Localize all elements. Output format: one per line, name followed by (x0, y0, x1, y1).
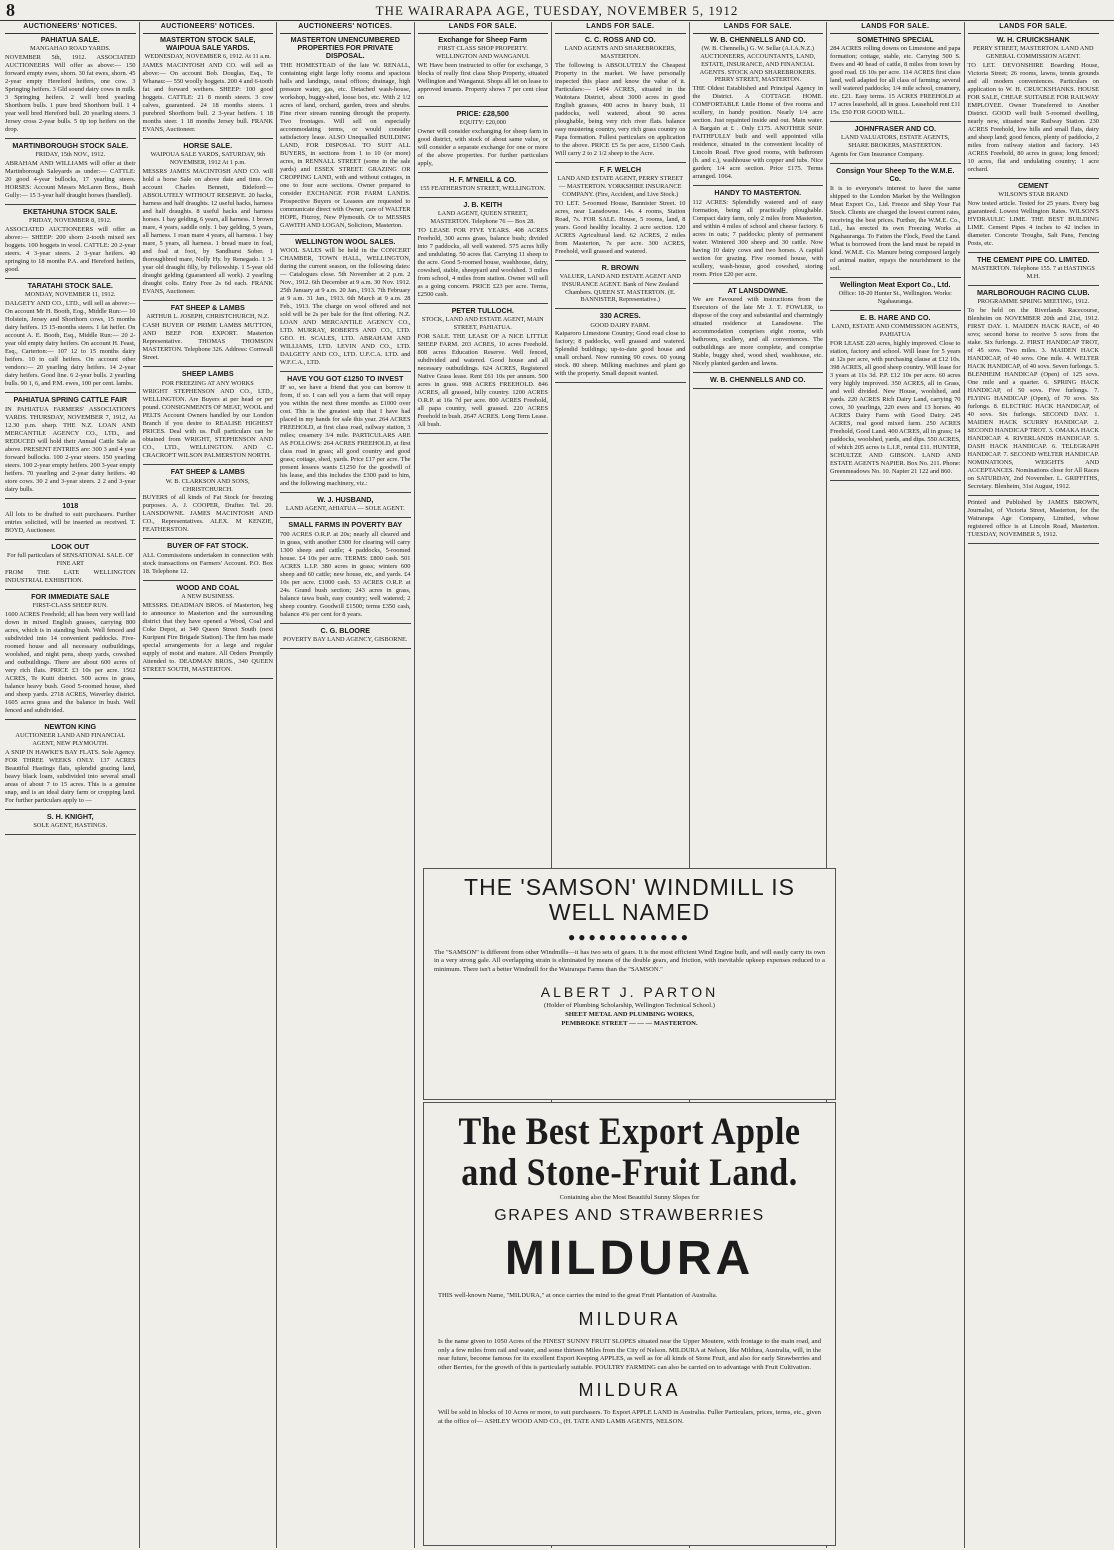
section-divider (143, 300, 274, 301)
section-title: MARLBOROUGH RACING CLUB. (976, 287, 1090, 297)
advert-section (968, 499, 1100, 539)
section-body: ABRAHAM AND WILLIAMS will offer at their Martinborough Saleyards as under:— CATTLE: 20 good 4-year bullocks, 17 yearling steers. HORSES: Account Messrs McLaren Bros., Bush Gully:— 15 3-year half draught horses (handled). (5, 160, 136, 200)
section-divider (5, 589, 136, 590)
section-title: Exchange for Sheep Farm (438, 34, 528, 44)
section-title: 330 ACRES. (599, 311, 641, 321)
column-2 (140, 22, 278, 1548)
section-subtitle: ARTHUR L. JOSEPH, CHRISTCHURCH, N.Z. (146, 313, 270, 321)
advert-section (693, 376, 824, 384)
section-title: R. BROWN (601, 262, 639, 272)
section-divider (830, 121, 961, 122)
windmill-title: THE 'SAMSON' WINDMILL IS WELL NAMED (464, 874, 795, 926)
section-body: We are Favoured with instructions from the Executors of the late Mr J. T. FOWLER, to dispose of the cosy and substantial and charmingly situated residence at Lansdowne. The accommodation comprises eight rooms, with bathroom, scullery, and all conveniences. The outbuildings are more complete, and comprise Stable, buggy shed, wood shed, washhouse, etc. Nicely planted garden and lawns. (692, 295, 823, 367)
advert-section (5, 593, 136, 715)
section-subtitle: FIRST CLASS SHOP PROPERTY. WELLINGTON AND WANGANUI. (435, 45, 530, 60)
column-header: AUCTIONEERS' NOTICES. (5, 22, 136, 34)
section-subtitle: MANGAHAO ROAD YARDS. (30, 45, 111, 53)
mildura-sub1: Containing also the Most Beautiful Sunny Slopes for (559, 1194, 700, 1202)
advert-section (418, 307, 549, 429)
section-body: FOR LEASE 220 acres, highly improved. Close to station, factory and school. Will lease for 5 years at 12s per acre, with purchasing clause at £12 10s. 398 ACRES, all good sheep country. Will lease for 3 years at 11s 3d. P.P. £12 10s per acre. 60 acres very highly improved. 350 ACRES, all in Grass, and well divided. New House, woolshed, and yards. 220 ACRES Rich Dairy Land, carrying 70 cows, 30 yearlings, 220 ewes and 13 horses. 40 ACRES Dairy Farm with Good Dairy. 245 ACRES, real good mixed farm. 250 ACRES Freehold, Good Land. 400 ACRES, all in grass; 14 paddocks, woolshed, yards, and dips. 550 ACRES, of which 205 acres is L.I.P., rental £11. HUNTER, SCHULTZE AND GIBSON. LAND AND ESTATE AGENTS NAPIER. Box No. 211. Phone: Greenmeadows No. 10. Napier 21 122 and 860. (830, 339, 961, 475)
section-body: JAMES MACINTOSH AND CO. will sell as above:— On account Bob. Douglas, Esq., Te Whanau:— 550 woolly hoggets. 200 4 and 6-tooth fat and forward wethers. SHEEP: 100 good hoggets. CATTLE: 21 8 month steers. 3 cow calves, guaranteed. 24 18 months steers. 1 purebred Shorthorn bull. 2 3-year heifers. 1 18 months steer. 1 18 months Jersey bull. FRANK EVANS, Auctioneer. (142, 62, 273, 134)
advert-section (5, 723, 136, 805)
advert-section (555, 36, 686, 158)
advert-section (5, 502, 136, 535)
section-divider (5, 539, 136, 540)
section-body: ASSOCIATED AUCTIONEERS will offer as above:— SHEEP: 200 shorn 2-tooth mixed sex hoggets. 100 hoggets in wool. CATTLE: 20 2-year steers. 4 3-year steers. 2 3-year heifers. 40 springing to 18 months P.A. and Hereford heifers, good. (5, 226, 136, 274)
section-subtitle: VALUER, LAND AND ESTATE AGENT AND INSURANCE AGENT. Bank of New Zealand Chambers. QUEEN ST. MASTERTON. (E. BANNISTER, Representative.) (559, 272, 681, 304)
section-title: HORSE SALE. (183, 141, 233, 151)
section-subtitle: PROGRAMME SPRING MEETING, 1912. (977, 298, 1090, 306)
advert-section (280, 521, 411, 618)
section-subtitle: STOCK, LAND AND ESTATE AGENT, MAIN STREET, PAHIATUA. (421, 316, 544, 332)
section-divider (418, 172, 549, 173)
section-divider (5, 719, 136, 720)
advert-section (418, 36, 549, 102)
section-body: Owner will consider exchanging for sheep farm in good district, with stock of about same value, or will consider a separate exchange for one or more of the above properties. For further particulars apply, (417, 127, 548, 167)
section-title: W. B. CHENNELLS AND CO. (709, 374, 806, 384)
column-header: LANDS FOR SALE. (830, 22, 961, 34)
section-title: F. F. WELCH (599, 164, 642, 174)
section-title: SMALL FARMS IN POVERTY BAY (288, 520, 403, 530)
section-divider (143, 538, 274, 539)
section-body: TO LEASE FOR FIVE YEARS. 408 ACRES Freehold, 300 acres grass, balance bush; divided into 7 paddocks, all well watered. 575 acres hilly and undulating. 50 acres flat. Carrying 11 sheep to the acre. Good 5-roomed house, washhouse, dairy, cowshed, stable, sheepyard and woolshed. 3 miles from school, 4 miles from station. Owner will sell as a going concern. PRICE £23 per acre. Terms, £2500 cash. (417, 227, 548, 299)
section-title: FOR IMMEDIATE SALE (31, 591, 110, 601)
column-1 (2, 22, 140, 1548)
section-title: PAHIATUA SPRING CATTLE FAIR (13, 395, 128, 405)
advert-section (830, 167, 961, 273)
section-body: TO LET. 5-roomed House, Bannister Street. 10 acres, near Lansdowne. 14s. 4 rooms, Station Road, 7s. FOR SALE. House, 5 rooms, land, 8 years. Good healthy locality. 2 acre section. 120 ACRES Agricultural land. 62 ACRES, 2 miles from Masterton, 7s per acre. 300 ACRES, Freehold, well grassed and watered. (555, 199, 686, 255)
section-subtitle: FRIDAY, NOVEMBER 8, 1912. (28, 217, 112, 225)
section-title: E. B. HARE AND CO. (860, 312, 931, 322)
section-title: W. J. HUSBAND, (317, 495, 374, 505)
mildura-text3: Will be sold in blocks of 10 Acres or more, to suit purchasers. To Export APPLE LAND in Australia. Fuller Particulars, prices, terms, etc., given at the office of— ASHLEY WOOD AND CO., (H. TATE AND LAMB AGENTS, NELSON. (438, 1409, 821, 1425)
section-divider (693, 388, 824, 389)
advert-section (143, 468, 274, 534)
section-title: C. G. BLOORE (320, 625, 371, 635)
section-divider (280, 492, 411, 493)
mildura-place2: MILDURA (578, 1308, 681, 1329)
section-divider (968, 543, 1100, 544)
advert-section (143, 370, 274, 460)
section-body: A SNIP IN HAWKE'S BAY FLATS. Sole Agency. FOR THREE WEEKS ONLY. 137 ACRES Beautiful Hastings flats, splendid grazing land, heavy black loam, subdivided into several small areas of about 7 to 15 acres. This is a genuine snap, and is an ideal dairy farm or cropping land. For further particulars apply to — (5, 749, 136, 805)
advert-section (143, 142, 274, 296)
section-body: THE HOMESTEAD of the late W. RENALL, containing eight large lofty rooms and spacious halls and landings, usual offices; drainage, high pressure water, gas, etc. Detached wash-house, workshop, buggy-shed, loose box, etc. With 2 1/2 acres of land, orchard, garden, trees and shrubs. Fine river stream running through the property. Two frontages. Will sell on especially accommodating terms, or would consider satisfactory lease. ALSO Unequalled BUILDING LAND, FOR DISPOSAL TO SUIT ALL BUYERS, in sections from 1 to 10 (or more) acres, in RENNALL STREET (some in the sale yards) and ESSEX STREET. GRAZING OR CROPPING LAND, with and without cottages, in one to four acre sections. Owner prepared to consider EXCHANGE FOR FARM LANDS. Prospective Buyers or Leasees are requested to communicate direct with Owner, care of WALTER HOPE, Fitzroy, New Plymouth. Or to MESSRS GAWITH AND LOGAN, Solicitors, Masterton. (280, 61, 411, 229)
section-title: MASTERTON STOCK SALE, WAIPOUA SALE YARDS. (159, 34, 256, 53)
section-body: TO LET. DEVONSHIRE Boarding House, Victoria Street; 26 rooms, lawns, tennis grounds and all modern conveniences. Particulars on application to W. H. CRUICKSHANKS. HOUSE FOR SALE, CHEAP. SUITABLE FOR RAILWAY EMPLOYEE. Owner Transferred to Another District. GOOD well built 5-roomed dwelling, nearly new, situated near Railway Station. 230 ACRES Freehold, low hills and small flats, dairy and sheep land; good fences, plenty of paddocks, 2 miles from railway station and factory. 143 ACRES Freehold, 80 acres in grass; long fenced; 10 acres, flat and undulating country; 1 acre orchard. (967, 61, 1099, 173)
section-title: LOOK OUT (51, 541, 90, 551)
section-divider (968, 495, 1100, 496)
section-divider (555, 308, 686, 309)
section-title: J. B. KEITH (463, 200, 503, 210)
section-divider (143, 366, 274, 367)
section-divider (830, 310, 961, 311)
section-body: Agents for Gun Insurance Company. (830, 151, 924, 159)
section-subtitle: (W. B. Chennells,) G. W. Sellar (A.I.A.N.Z.) AUCTIONEERS, ACCOUNTANTS, LAND, ESTATE, INSURANCE, AND FINANCIAL AGENTS. STOCK AND SHAREBROKERS. PERRY STREET, MASTERTON. (699, 45, 816, 84)
section-title: H. F. M'NEILL & CO. (449, 174, 517, 184)
windmill-line1: (Holder of Plumbing Scholarship, Wellington Technical School.) (544, 1002, 715, 1010)
advert-section (143, 584, 274, 674)
section-subtitle: LAND, ESTATE AND COMMISSION AGENTS, PAHIATUA (831, 322, 959, 338)
section-title: CEMENT (1018, 180, 1049, 190)
advert-section (280, 36, 411, 230)
section-subtitle: LAND AGENT, AHIATUA — SOLE AGENT. (285, 505, 405, 513)
section-body: WOOL SALES will be held in the CONCERT CHAMBER, TOWN HALL, WELLINGTON, during the current season, on the following dates:— Catalogues close. 5th November at 2 p.m. 2 Nov., 1912. 6th December at 9 a.m. 30 Nov. 1912. 25th January at 9 a.m. 20 Jan., 1913. 7th February at 9 a.m. 31 Jan., 1913. 6th March at 9 a.m. 28 Feb., 1913. The charge on wool offered and not sold will be 2s per bale for the first offering. N.Z. LOAN AND MERCANTILE AGENCY CO., LTD. MURRAY, ROBERTS AND CO., LTD. GEO. H. SCALES, LTD. ABRAHAM AND WILLIAMS, LTD. LEVIN AND CO., LTD. DALGETY AND CO., LTD. U.F.C.A. LTD. and W.F.C.A., LTD. (280, 246, 411, 366)
section-divider (280, 234, 411, 235)
section-divider (693, 185, 824, 186)
section-title: EKETAHUNA STOCK SALE. (22, 207, 118, 217)
section-subtitle: PERRY STREET, MASTERTON. LAND AND GENERAL COMMISSION AGENT. (972, 45, 1094, 60)
section-title: BUYER OF FAT STOCK. (167, 541, 249, 551)
section-title: S. H. KNIGHT, (46, 812, 94, 822)
advert-section (693, 189, 824, 278)
section-divider (5, 809, 136, 810)
section-title: MASTERTON UNENCUMBERED PROPERTIES FOR PRIVATE DISPOSAL. (290, 34, 400, 61)
section-divider (280, 623, 411, 624)
advert-section (830, 36, 961, 117)
section-title: WELLINGTON WOOL SALES. (295, 236, 396, 246)
section-divider (555, 382, 686, 383)
section-divider (418, 106, 549, 107)
section-body: MESSRS. DEADMAN BROS. of Masterton, beg to announce to Masterton and the surrounding district that they have opened a Wood, Coal and Coke Depot, at 340 Queen Street South (next Kuripuni Fire Brigade Station). The firm has made special arrangements for a large and regular supply of moist and mature. All Orders Promptly Attended to. DEADMAN BROS., 340 QUEEN STREET SOUTH, MASTERTON. (142, 601, 273, 673)
section-divider (280, 648, 411, 649)
section-divider (693, 283, 824, 284)
advert-section (830, 281, 961, 306)
advert-section (280, 238, 411, 367)
column-header: AUCTIONEERS' NOTICES. (280, 22, 411, 34)
section-title: W. B. CHENNELLS AND CO. (709, 34, 806, 44)
section-title: PAHIATUA SALE. (40, 34, 100, 44)
advert-section (968, 256, 1100, 281)
masthead-title: THE WAIRARAPA AGE, TUESDAY, NOVEMBER 5, 1912 (375, 3, 739, 18)
section-subtitle: W. B. CLARKSON AND SONS, CHRISTCHURCH. (165, 477, 250, 493)
section-divider (693, 372, 824, 373)
section-divider (968, 285, 1100, 286)
column-header: LANDS FOR SALE. (555, 22, 686, 34)
column-7 (827, 22, 965, 1548)
section-body: 1600 ACRES Freehold; all has been very well laid down in mixed English grasses, carrying 800 acres, which is in standing bush. Well fenced and subdivided into 14 convenient paddocks. Five-roomed house and all necessary outbuildings, woolshed, and night pens, sheep yards, cowshed and outbuildings. There are about 600 acres of very rich flats. PRICE £3 10s per acre. 1562 ACRES, Te Kuiti district. 500 acres in grass, balance heavy bush. Good 5-roomed house, shed and sheep yards. 2718 ACRES, Waverley district. 1605 acres grass and the balance in bush. Well fenced and subdivided. (5, 611, 136, 715)
section-divider (830, 480, 961, 481)
section-divider (418, 197, 549, 198)
section-subtitle: Office: 18-20 Hunter St., Wellington. Works: Ngahauranga. (838, 289, 952, 305)
section-title: HANDY TO MASTERTON. (714, 188, 802, 198)
section-body: Now tested article. Tested for 25 years. Every bag guaranteed. Lowest Wellington Rates. WILSON'S HYDRAULIC LIME. THE BEST BUILDING LIME. Cement Pipes 4 inches to 42 inches in diameter. Concrete Troughs, Salt Pans, Fencing Posts, etc. (967, 199, 1099, 247)
mildura-text1: THIS well-known Name, "MILDURA," at once carries the mind to the great Fruit Plantation of Australia. (438, 1292, 718, 1300)
section-title: 1018 (62, 500, 79, 510)
section-title: W. H. CRUICKSHANK (996, 34, 1070, 44)
section-body: FOR SALE. THE LEASE OF A NICE LITTLE SHEEP FARM. 203 ACRES, 10 acres Freehold. 808 acres Education Reserve. Well fenced, subdivided and watered. Good house and all necessary outbuildings. 624 ACRES, Registered Native Grass lease. Rent £61 10s per annum. 500 acres in grass. 998 ACRES FREEHOLD. 846 ACRES, all grassed, hilly country. 1200 ACRES O.R.P. at 16s 7d per acre. 800 ACRES Freehold, all papa country, well grassed. 220 ACRES Freehold in bush. 2647 ACRES. Long Term Lease. All bush. (417, 333, 548, 429)
advert-section (280, 375, 411, 488)
section-body: IN PAHIATUA FARMERS' ASSOCIATION'S YARDS. THURSDAY, NOVEMBER 7, 1912, At 12.30 p.m. sharp. THE N.Z. LOAN AND MERCANTILE AGENCY CO., LTD., and REDUCED will hold their Annual Cattle Sale as above. PRESENT ENTRIES are: 300 3 and 4 year forward bullocks. 100 2-year steers. 150 yearling steers. 100 2-year empty heifers. 200 3-year empty heifers. 70 yearling and 2-year dairy heifers. 40 store cows. 30 2 and 3-year steers. 2 2 and 3-year dairy bulls. (5, 405, 136, 493)
section-subtitle: 155 FEATHERSTON STREET, WELLINGTON. (420, 185, 546, 193)
advert-section (143, 36, 274, 134)
section-body: Kaiparoro Limestone Country; Good road close to factory; 8 paddocks, well grassed and watered. Splendid buildings; up-to-date good house and small orchard. Now running 90 cows. 60 young stock. 80 sheep. Milking machines and plant go with the property. Small deposit wanted. (555, 330, 686, 378)
section-divider (555, 162, 686, 163)
section-body: CASH BUYER OF PRIME LAMBS MUTTON, AND BEEF FOR EXPORT. Masterton Representative. THOMAS THOMSON MASTERTON. Telephone 326. Address: Cornwall Street. (142, 322, 273, 362)
section-subtitle: WAIPOUA SALE YARDS, SATURDAY, 9th NOVEMBER, 1912 At 1 p.m. (150, 151, 266, 167)
advert-section (5, 208, 136, 274)
section-divider (555, 260, 686, 261)
section-subtitle: MONDAY, NOVEMBER 11, 1912. (25, 291, 116, 299)
advert-section (693, 287, 824, 368)
page-number: 8 (6, 0, 16, 20)
advert-section (968, 289, 1100, 491)
section-subtitle: LAND AGENT, QUEEN STREET, MASTERTON. Telephone 76 — Box 28. (430, 210, 535, 226)
section-divider (418, 433, 549, 434)
section-divider (5, 498, 136, 499)
mildura-title: The Best Export Apple and Stone-Fruit Land. (458, 1110, 801, 1195)
mildura-place: MILDURA (504, 1232, 755, 1286)
column-header: LANDS FOR SALE. (693, 22, 824, 34)
section-title: MARTINBOROUGH STOCK SALE. (12, 140, 129, 150)
windmill-line3: PEMBROKE STREET — — — MASTERTON. (561, 1020, 698, 1028)
advert-section (830, 125, 961, 159)
section-subtitle: FOR FREEZING AT ANY WORKS (161, 379, 254, 387)
section-title: JOHNFRASER AND CO. (854, 124, 937, 134)
mildura-place3: MILDURA (578, 1380, 681, 1401)
masthead (0, 0, 1114, 21)
section-divider (143, 464, 274, 465)
section-title: TARATAHI STOCK SALE. (27, 281, 113, 291)
section-body: 284 ACRES rolling downs on Limestone and papa formation; cottage, stable, etc. Carrying 500 S. Ewes and 40 head of cattle, 8 miles from town by good road. £6 10s per acre. 114 ACRES first class land, well adapted for all class of farming; several well watered paddocks; 1/4 mile school, creamery, etc. £21. Easy terms. 15 ACRES FREEHOLD at 17 acres leasehold, all in grass. Leasehold rent £11 15s. £50 FOR GOOD WILL. (830, 45, 961, 117)
section-body: 112 ACRES: Splendidly watered and of easy formation, being all practically ploughable. Compact dairy farm, only 2 miles from Masterton, and within 4 miles of school and cheese factory. 6 acres in oats; 7 paddocks; plenty of permanent water. Wintered 300 sheep and 30 cattle. Now having 10 dairy cows and two horses. A capital section for grazing. Five roomed house, with scullery, wash-house, good cowshed, storing room. Price £20 per acre. (692, 198, 823, 278)
section-title: NEWTON KING (44, 722, 97, 732)
section-divider (280, 517, 411, 518)
section-subtitle: EQUITY: £20,000 (459, 119, 507, 127)
advert-section (5, 813, 136, 830)
section-subtitle: LAND AGENTS AND SHAREBROKERS, MASTERTON. (564, 45, 676, 60)
advert-section (5, 142, 136, 200)
advert-section (830, 314, 961, 476)
section-title: AT LANSDOWNE. (727, 285, 788, 295)
section-title: WOOD AND COAL (176, 582, 240, 592)
advert-section (555, 264, 686, 305)
mildura-advert (423, 1102, 836, 1546)
section-divider (143, 138, 274, 139)
section-divider (5, 834, 136, 835)
section-body: ALL Commissions undertaken in connection with stock transactions on Farmers' Account. P.O. Box 18. Telephone 12. (142, 551, 273, 575)
section-subtitle: AUCTIONEER LAND AND FINANCIAL AGENT, NEW PLYMOUTH. (15, 732, 126, 748)
section-title: PETER TULLOCH. (451, 306, 514, 316)
advert-section (143, 542, 274, 575)
section-title: FAT SHEEP & LAMBS (170, 303, 245, 313)
section-divider (5, 278, 136, 279)
section-body: 700 ACRES O.R.P. at 20s; nearly all cleared and in grass, with another £300 for clearing will carry 1300 sheep and cattle; 4 paddocks, 5-roomed house. £4 10s per acre. TERMS: £800 cash. 501 ACRES L.I.P. 380 acres in grass; winters 600 sheep and 60 cattle; new house, etc, and yards. £4 10s per acre. £1000 cash. 53 ACRES O.R.P. at 24s. Grand bush section; 243 acres in grass, balance tawa bush, easy country; well watered; 2 sheep country. Goodwill £1500; terms £350 cash, balance 4% per cent for 8 years. (280, 530, 411, 618)
section-subtitle: POVERTY BAY LAND AGENCY, GISBORNE. (283, 635, 408, 643)
advert-section (418, 110, 549, 168)
windmill-text: The "SAMSON" is different from other Windmills—it has two sets of gears. It is the most efficient Wind Engine built, and will easily carry its own in a very strong gale. All overlapping strain is eliminated by means of the double gears, and friction, with inevitable upkeep expenses reduced to a minimum. There isn't a better Windmill for the Wairarapa Farms than the "SAMSON." (434, 948, 825, 973)
section-body: IF so, we have a friend that you can borrow it from, if so. I can sell you a farm that will repay you within the next three months as £1000 over cost. This is the greatest snip that I have had placed in my hands for sale this year. 264 ACRES FREEHOLD, at first class road, railway station, 3 miles; creamery 3/4 mile. PARTICULARS ARE AS FOLLOWS: 264 ACRES FREEHOLD, at first class road in grass; all good country and good grass; cottage, shed, yards. Price £17 per acre. The present lessees wants £1250 for the goodwill of his lease, and this includes the £300 paid to him, and the following machinery, viz.: (280, 384, 411, 488)
section-title: Wellington Meat Export Co., Ltd. (840, 279, 951, 289)
section-divider (5, 138, 136, 139)
column-8 (965, 22, 1103, 1548)
section-subtitle: GOOD DAIRY FARM. (590, 321, 651, 329)
advert-section (968, 182, 1100, 248)
section-divider (968, 178, 1100, 179)
section-divider (5, 204, 136, 205)
advert-section (555, 312, 686, 378)
section-body: MESSRS JAMES MACINTOSH AND CO. will hold a horse Sale on above date and time. On account Charles Bennett, Bideford:— ABSOLUTELY WITHOUT RESERVE. 20 hacks, harness and half draughts. 12 useful hacks, harness and half draughts. 8 useful hacks and harness horses. 1 bay gelding, 6 years, all harness. 1 brown mare, 4 years, saddle only. 1 bay gelding, 5 years, all harness. 1 roan mare 4 years, all harness. 1 bay mare, 5 years, all harness. 1 bread mare in foal, and foal at foot, by Sandhurst Sober. 1 thoroughbred mare, Nolly Hy. by Renegado. 1 3-year old draught filly, by Fellowship. 1 5-year old draught gelding (guaranteed all work). 2 yearling draught colts. Entry Free 2s 6d each. FRANK EVANS, Auctioneer. (142, 168, 273, 296)
section-body: NOVEMBER 5th, 1912. ASSOCIATED AUCTIONEERS Will offer as above:— 150 forward empty ewes, shorn. 30 fat ewes, shorn. 45 2-year empty Hereford heifers, one cow. 3 Springing heifers. 3 Gld sound dairy cows in milk. 3 Springing heifers. 2 well bred yearling Shorthorn bulls. 1 pure bred Shorthorn bull. 1 4 year well bred Hereford bull. 20 yearling steers. 3 Jersey cross 2-year bulls. 5 tip top heifers on the drop. (5, 53, 136, 133)
section-divider (968, 252, 1100, 253)
mildura-text2: Is the name given to 1050 Acres of the FINEST SUNNY FRUIT SLOPES situated near the Upper Moutere, with frontage to the main road, and only a few miles from rail and water, and some thirteen Miles from the City of Nelson. MILDURA at Nelson, like Mildura, Australia, will, in the near future, become famous for its excellent Export Keeping APPLES, as well as for all kinds of Stone Fruit, and also for early Strawberries and other Berries, for the growth of this is particularly suitable. POULTRY FARMING can also be carried on to advantage with Fruit Cultivation. (438, 1337, 821, 1371)
column-3 (277, 22, 415, 1548)
section-divider (280, 371, 411, 372)
section-subtitle: LAND AND ESTATE AGENT, PERRY STREET — MASTERTON. YORKSHIRE INSURANCE COMPANY. (Fire, Accident, and Live Stock.) (557, 175, 684, 198)
section-subtitle: A NEW BUSINESS. (181, 593, 235, 601)
advert-section (5, 36, 136, 134)
column-header: LANDS FOR SALE. (418, 22, 549, 34)
section-subtitle: FIRST-CLASS SHEEP RUN. (32, 602, 108, 610)
section-title: PRICE: £28,500 (456, 108, 509, 118)
section-body: FROM THE LATE WELLINGTON INDUSTRIAL EXHIBITION. (5, 568, 136, 584)
section-divider (830, 277, 961, 278)
advert-section (143, 304, 274, 362)
section-body: The following is ABSOLUTELY the Cheapest Property in the market. We have personally inspected this place and know the value of it. Particulars:— 1404 ACRES, situated in the Waitotara District, about 3000 acres in good English grasses, 400 acres in heavy bush, 11 paddocks, well watered, about 90 acres ploughable, being very rich river flats. balance easy mustering country, very rich grass country on Papa formation. Fullest particulars on application to the above. PRICE £5 5s per acre, £1500 Cash. Will carry 2 to 2 1/2 sheep to the Acre. (555, 61, 686, 157)
section-subtitle: WEDNESDAY, NOVEMBER 6, 1912. At 11 a.m. (144, 53, 272, 61)
mildura-sub2: GRAPES AND STRAWBERRIES (494, 1207, 765, 1225)
section-body: BUYERS of all kinds of Fat Stock for freezing purposes. A. J. COOPER, Drafter. Tel. 20. LANSDOWNE. JAMES MACINTOSH AND CO., Representatives. ALEX. M KENZIE, FEATHERSTON. (142, 494, 273, 534)
section-title: THE CEMENT PIPE CO. LIMITED. (976, 254, 1090, 264)
advert-section (5, 396, 136, 493)
advert-section (5, 282, 136, 388)
windmill-line2: SHEET METAL AND PLUMBING WORKS, (565, 1011, 694, 1019)
section-title: SHEEP LAMBS (181, 369, 234, 379)
advert-section (968, 36, 1100, 174)
section-subtitle: SOLE AGENT, HASTINGS. (33, 822, 108, 830)
section-body: WRIGHT STEPHENSON AND CO., LTD., WELLINGTON. Are Buyers at per head or per pound. CONSIGNMENTS OF MEAT, WOOL and PELTS Account Owners handled by our London Branch if you desire to REALISE HIGHEST PRICES. Deal with us. Full particulars can be obtained from WRIGHT, STEPHENSON AND CO., LTD., WELLINGTON. AND C. CRACROFT WILSON PALMERSTON NORTH. (142, 388, 273, 460)
advert-section (418, 176, 549, 193)
section-body: It is to everyone's interest to have the same shipped to the London Market by the Wellington Meat Export Co., Ltd. Freeze and Ship Your Fat Stock. Clients are charged the lowest current rates, receiving the best prices. Further, the W.M.E. Co., Ltd., has erected its own Freezing Works at Ngahauranga. To Fatten the Flock, Feed the Land. What is borrowed from the land must be repaid in kind. W.M.E. Co. Manure being composed largely of animal matter, repays the nourishment to the soil. (830, 184, 961, 272)
section-divider (143, 580, 274, 581)
section-subtitle: WILSON'S STAR BRAND (998, 191, 1069, 199)
advert-section (693, 36, 824, 182)
section-subtitle: FRIDAY, 15th NOV., 1912. (35, 151, 106, 159)
section-title: FAT SHEEP & LAMBS (170, 467, 245, 477)
section-subtitle: LAND VALUATORS, ESTATE AGENTS, SHARE BROKERS, MASTERTON. (841, 134, 950, 150)
column-header: LANDS FOR SALE. (968, 22, 1100, 34)
section-subtitle: MASTERTON. Telephone 155. 7 at HASTINGS M.H. (971, 265, 1095, 281)
advert-section (5, 543, 136, 585)
advert-section (418, 201, 549, 299)
column-header: AUCTIONEERS' NOTICES. (143, 22, 274, 34)
section-divider (5, 392, 136, 393)
section-title: C. C. ROSS AND CO. (584, 34, 656, 44)
windmill-advertiser: ALBERT J. PARTON (540, 984, 719, 1001)
advert-section (555, 166, 686, 256)
section-body: DALGETY AND CO., LTD., will sell as above:— On account Mr H. Booth, Eog., Middle Run:— 10 Holstein, Jersey and Shorthorn cows, 15 months dairy heifers. 15 15-months steers. 1 fat heifer. On account A. E. Booth, Esq., Middle Run:— 20 2-year old empty dairy heifers. On account H. Feast, Esq., Carterton:— 107 12 to 15 months dairy heifers. 10 in calf heifers. On account other vendors:— 20 yearling dairy heifers. 14 2-year dairy heifers. Good line. 6 2-year bulls. 2 yearling bulls. 90 1, 6, and P.M. ewes, 100 per cent. lambs. (5, 300, 136, 388)
section-divider (143, 678, 274, 679)
section-body: All lots to be drafted to suit purchasers. Further entries solicited, will be inserted as received. T. BOYD, Auctioneer. (5, 510, 136, 534)
section-subtitle: For full particulars of SENSATIONAL SALE. OF FINE ART (6, 552, 134, 568)
windmill-dots: ●●●●●●●●●●●● (568, 929, 691, 944)
section-title: Consign Your Sheep To the W.M.E. Co. (836, 166, 955, 184)
section-title: SOMETHING SPECIAL (856, 34, 934, 44)
section-divider (830, 163, 961, 164)
section-body: Printed and Published by JAMES BROWN, Journalist, of Victoria Street, Masterton, for the Wairarapa Age Company, Limited, whose registered office is at Lincoln Road, Masterton. TUESDAY, NOVEMBER 5, 1912. (967, 499, 1099, 539)
section-body: To be held on the Riverlands Racecourse, Blenheim on NOVEMBER 20th and 21st, 1912. FIRST DAY. 1. MAIDEN HACK RACE, of 40 sovs; second horse to receive 5 sovs from the stake. Six furlongs. 2. FIRST HANDICAP TROT, of 45 sovs. Two miles. 3. MAIDEN HACK HANDICAP, of 40 sovs. One mile. 4. WELTER HACK HANDICAP, of 40 sovs. Seven furlongs. 5. BLENHEIM HANDICAP (Open) of 125 sovs. One mile and a quarter. 6. SPRING HACK HANDICAP, of 50 sovs. Five furlongs. 7. FLYING HANDICAP (Open), of 70 sovs. Six furlongs. 8. ELECTRIC HACK HANDICAP, of 40 sovs. Six furlongs. SECOND DAY. 1. MAIDEN HACK SCURRY HANDICAP. 2. SECOND HANDICAP TROT. 3. OMAKA HACK HANDICAP. 4. RIVERLANDS HANDICAP. 5. DASH HACK HANDICAP. 6. TELEGRAPH HANDICAP. 7. SECOND WELTER HANDICAP. NOMINATIONS, WEIGHTS AND ACCEPTANCES. Nominations close for All Races on SATURDAY, 2nd November. L. GRIFFITHS, Secretary. Blenheim, 31st August, 1912. (967, 307, 1099, 491)
windmill-advert (423, 868, 836, 1100)
section-divider (418, 303, 549, 304)
section-body: THE Oldest Established and Principal Agency in the District. A COTTAGE HOME. COMFORTABLE Little Home of five rooms and scullery, in handy position. Nearly 1/4 acre section. Just repainted inside and out. Main water. A Bargain at £ . Only £175. ANOTHER SNIP. FAITHFULLY built and well appointed villa residence, situated in the convenient locality of Lincoln Road. Five good rooms, with bathroom (h. and c.), washhouse with copper and tubs. Nice garden; 1/4 acre section. Price £175. Terms arranged. 1064. (692, 85, 823, 181)
section-title: HAVE YOU GOT £1250 TO INVEST (287, 373, 404, 383)
section-body: WE Have been instructed to offer for exchange, 3 blocks of really first class Shop Property, situated Wellington and Wanganui. Shops all let on lease to approved tenants. Property shows 7 per cent clear on (417, 61, 548, 101)
advert-section (280, 627, 411, 644)
advert-section (280, 496, 411, 513)
